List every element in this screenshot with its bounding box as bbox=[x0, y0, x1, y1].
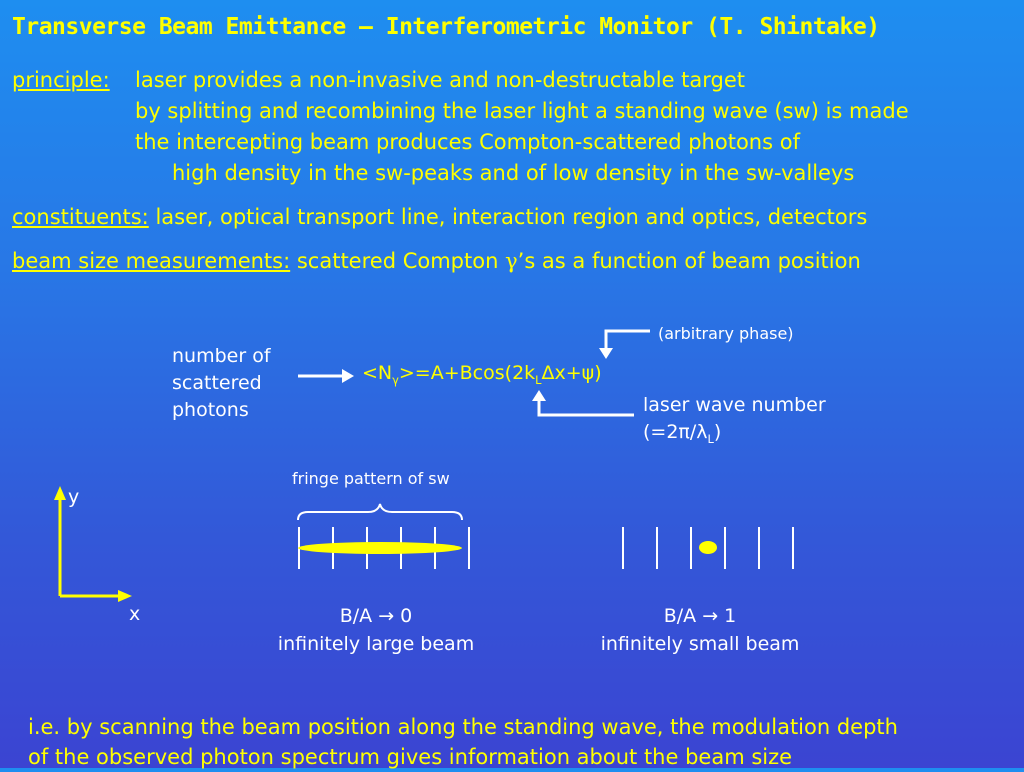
wavenumber-sub: L bbox=[707, 431, 714, 446]
conclusion-line-2: of the observed photon spectrum gives information about the beam size bbox=[28, 745, 793, 769]
arbitrary-phase-label: (arbitrary phase) bbox=[658, 324, 794, 343]
principle-label: principle: bbox=[12, 68, 110, 92]
large-beam-caption bbox=[266, 602, 486, 658]
fringe-line bbox=[724, 527, 726, 569]
fringe-line bbox=[622, 527, 624, 569]
lhs-label-line-1: number of bbox=[172, 345, 271, 367]
wavenumber-line-2 bbox=[643, 419, 826, 453]
wavenumber-line-1: laser wave number bbox=[643, 394, 826, 416]
beam-size-text-after: ’s as a function of beam position bbox=[517, 249, 861, 273]
small-beam-dot bbox=[699, 541, 717, 554]
formula-part-1: <N bbox=[362, 362, 393, 384]
formula-sub-l: L bbox=[535, 372, 542, 387]
lhs-label-line-3: photons bbox=[172, 399, 249, 421]
principle-line-3: the intercepting beam produces Compton-scattered photons of bbox=[135, 130, 800, 154]
principle-line-2: by splitting and recombining the laser light a standing wave (sw) is made bbox=[135, 99, 909, 123]
fringe-line bbox=[690, 527, 692, 569]
formula-part-2: >=A+Bcos(2k bbox=[398, 362, 536, 384]
formula-expression bbox=[362, 362, 602, 387]
wavenumber-part-a: (=2π/λ bbox=[643, 421, 708, 443]
right-caption: infinitely small beam bbox=[600, 633, 800, 655]
beam-size-label: beam size measurements: bbox=[12, 249, 291, 273]
laser-wave-number-label bbox=[643, 392, 826, 453]
left-caption: infinitely large beam bbox=[277, 633, 475, 655]
xy-axes-icon bbox=[44, 484, 134, 606]
wavenumber-part-b: ) bbox=[713, 421, 722, 443]
constituents-label: constituents: bbox=[12, 205, 149, 229]
right-ratio: B/A → 1 bbox=[663, 605, 737, 627]
lhs-label-line-2: scattered bbox=[172, 372, 262, 394]
wavenumber-arrow-icon bbox=[532, 388, 638, 420]
slide-title: Transverse Beam Emittance – Interferometric Monitor (T. Shintake) bbox=[12, 14, 880, 40]
constituents-text: laser, optical transport line, interaction region and optics, detectors bbox=[155, 205, 868, 229]
principle-line-4: high density in the sw-peaks and of low density in the sw-valleys bbox=[172, 161, 855, 185]
fringe-line bbox=[656, 527, 658, 569]
phase-arrow-icon bbox=[596, 326, 656, 360]
formula-part-3: Δx+ψ) bbox=[541, 362, 602, 384]
principle-line-1: laser provides a non-invasive and non-destructable target bbox=[135, 68, 746, 92]
fringe-line bbox=[468, 527, 470, 569]
number-of-photons-label bbox=[172, 343, 271, 424]
fringe-pattern-label: fringe pattern of sw bbox=[292, 469, 450, 488]
formula-sub-gamma: γ bbox=[392, 372, 399, 387]
small-beam-caption bbox=[590, 602, 810, 658]
fringe-line bbox=[792, 527, 794, 569]
large-beam-ellipse bbox=[298, 542, 462, 554]
fringe-line bbox=[758, 527, 760, 569]
axis-x-label: x bbox=[129, 603, 141, 625]
conclusion-line-1: i.e. by scanning the beam position along the standing wave, the modulation depth bbox=[28, 715, 898, 739]
beam-size-row bbox=[12, 249, 861, 273]
axis-y-label: y bbox=[68, 486, 80, 508]
right-arrow-icon bbox=[296, 366, 356, 386]
gamma-symbol: γ bbox=[505, 249, 518, 273]
constituents-row bbox=[12, 205, 867, 229]
beam-size-text-before: scattered Compton bbox=[296, 249, 506, 273]
conclusion bbox=[28, 712, 898, 772]
brace-icon bbox=[296, 502, 464, 522]
left-ratio: B/A → 0 bbox=[339, 605, 413, 627]
